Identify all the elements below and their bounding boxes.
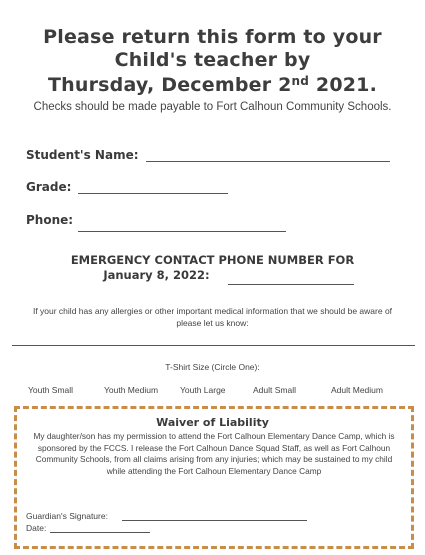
date-field[interactable] xyxy=(50,532,150,533)
grade-field[interactable] xyxy=(78,193,228,194)
waiver-title: Waiver of Liability xyxy=(156,416,269,429)
checks-note: Checks should be made payable to Fort Calhoun Community Schools. xyxy=(33,101,392,113)
heading-line-3 xyxy=(0,74,425,96)
emergency-contact-line-1: EMERGENCY CONTACT PHONE NUMBER FOR xyxy=(70,253,355,267)
allergy-info-field[interactable] xyxy=(12,345,415,346)
size-option-youth-large[interactable]: Youth Large xyxy=(180,385,226,395)
heading-line-3-end: 2021. xyxy=(309,74,378,96)
phone-field[interactable] xyxy=(78,231,286,232)
size-option-adult-small[interactable]: Adult Small xyxy=(253,385,296,395)
date-label: Date: xyxy=(26,523,47,533)
heading-line-3-sup: nd xyxy=(291,74,310,88)
student-name-field[interactable] xyxy=(146,161,390,162)
size-option-adult-medium[interactable]: Adult Medium xyxy=(331,385,383,395)
allergy-note: If your child has any allergies or other important medical information that we should be aware of please let us know: xyxy=(32,306,393,328)
waiver-text: My daughter/son has my permission to attend the Fort Calhoun Elementary Dance Camp, which is sponsored by the FCCS. I release the Fort Calhoun Dance Squad Staff, as well as Fort Calhoun Community Schools, from all claims arising from any injuries; which may be sustained to my child while attending the Fort Calhoun Elementary Dance Camp xyxy=(33,431,395,476)
size-option-youth-small[interactable]: Youth Small xyxy=(28,385,74,395)
heading-line-1: Please return this form to your xyxy=(43,26,382,48)
guardian-signature-label: Guardian's Signature: xyxy=(26,511,108,521)
phone-label: Phone: xyxy=(26,213,74,227)
guardian-signature-field[interactable] xyxy=(122,520,307,521)
grade-label: Grade: xyxy=(26,180,72,194)
student-name-label: Student's Name: xyxy=(26,148,139,162)
emergency-contact-line-2: January 8, 2022: xyxy=(103,268,210,282)
size-option-youth-medium[interactable]: Youth Medium xyxy=(104,385,159,395)
emergency-contact-field[interactable] xyxy=(228,284,354,285)
heading-line-3-main: Thursday, December 2 xyxy=(47,74,292,96)
tshirt-size-title: T-Shirt Size (Circle One): xyxy=(165,362,260,372)
heading-line-2: Child's teacher by xyxy=(114,49,311,71)
